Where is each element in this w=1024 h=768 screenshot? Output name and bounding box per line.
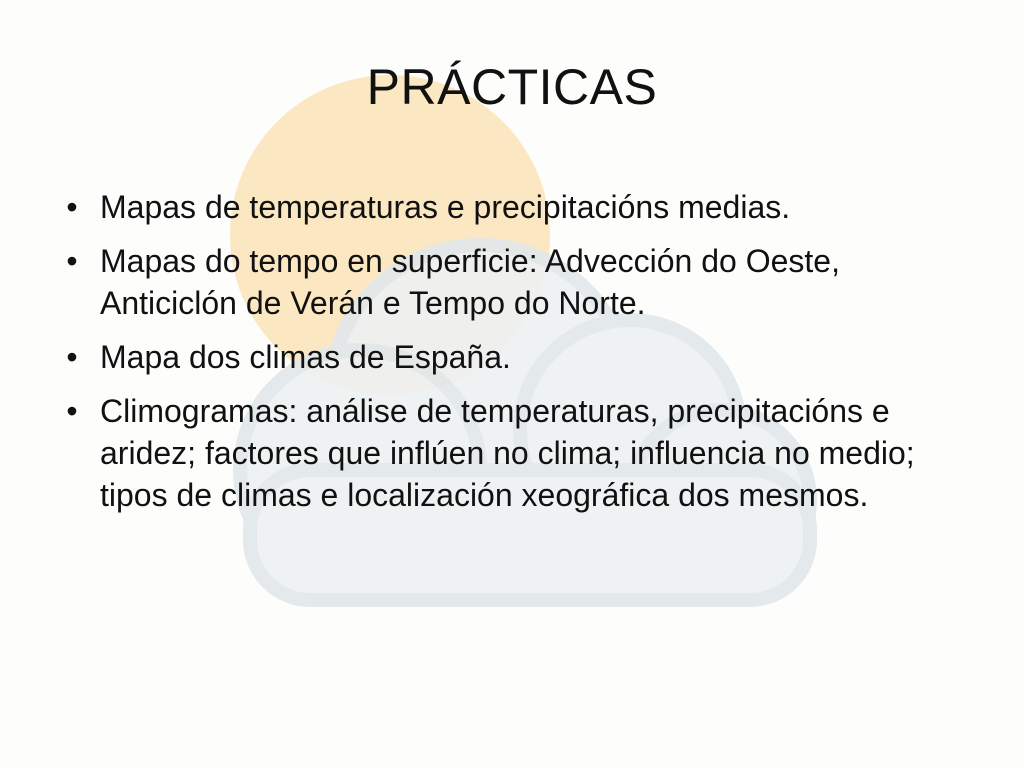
bullet-text: Mapas de temperaturas e precipitacións medias. [100,189,791,225]
bullet-marker: • [66,393,78,429]
bullet-item [62,240,962,324]
bullet-marker: • [66,189,78,225]
bullet-marker: • [66,243,78,279]
bullet-item [62,390,962,516]
bullet-list [62,186,962,528]
bullet-item [62,336,962,378]
bullet-item [62,186,962,228]
bullet-marker: • [66,339,78,375]
bullet-text: Mapa dos climas de España. [100,339,511,375]
slide-title: PRÁCTICAS [366,59,658,115]
bullet-text: Mapas do tempo en superficie: Advección do Oeste, Anticiclón de Verán e Tempo do Norte. [100,243,840,321]
bullet-text: Climogramas: análise de temperaturas, precipitacións e aridez; factores que inflúen no clima; influencia no medio; tipos de climas e localización xeográfica dos mesmos. [100,393,915,513]
